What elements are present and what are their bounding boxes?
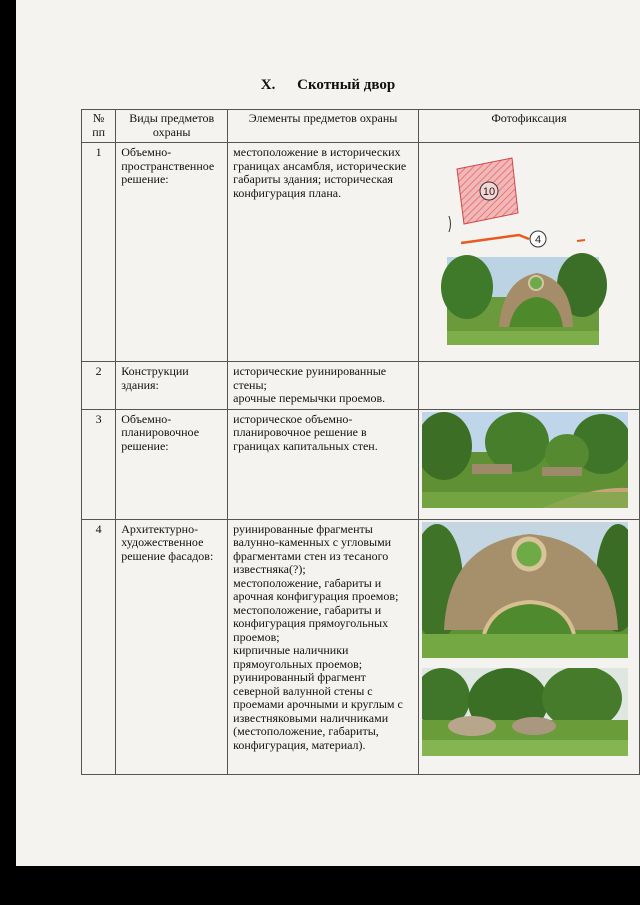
header-elements: Элементы предметов охраны	[228, 110, 419, 143]
section-name: Скотный двор	[297, 77, 396, 93]
header-photo: Фотофиксация	[418, 110, 639, 143]
ruin-photo-3	[422, 522, 628, 658]
section-title	[16, 77, 640, 94]
row-photo	[418, 519, 639, 774]
row-kind: Конструкции здания:	[116, 362, 228, 410]
row-num: 2	[82, 362, 116, 410]
table-header-row	[82, 110, 640, 143]
ruin-photo-4	[422, 668, 628, 756]
header-kind: Виды предметов охраны	[116, 110, 228, 143]
section-number: X.	[260, 77, 276, 93]
document-page	[16, 0, 640, 866]
row-elements: историческое объемно-планировочное решение в границах капитальных стен.	[228, 409, 419, 519]
table-row	[82, 362, 640, 410]
row-num: 1	[82, 143, 116, 362]
road-line-icon	[461, 235, 529, 243]
row-kind: Архитектурно-художественное решение фасадов:	[116, 519, 228, 774]
row-photo	[418, 143, 639, 362]
row-kind: Объемно-пространственное решение:	[116, 143, 228, 362]
row-elements: руинированные фрагменты валунно-каменных с угловыми фрагментами стен из тесаного известняка(?); местоположение, габариты и арочная конфигурация проемов; местоположение, габариты и конфигурация прямоугольных проемов; кирпичные наличники прямоугольных проемов; руинированный фрагмент северной валунной стены с проемами арочными и круглым с известняковыми наличниками (местоположение, габариты, конфигурация, материал).	[228, 519, 419, 774]
header-num: № пп	[82, 110, 116, 143]
plan-label-10: 10	[482, 186, 496, 198]
table-row	[82, 409, 640, 519]
protection-table	[81, 109, 640, 775]
ruin-photo-1	[441, 253, 607, 345]
row-photo	[418, 409, 639, 519]
row-elements: местоположение в исторических границах ансамбля, исторические габариты здания; историческая конфигурация плана.	[228, 143, 419, 362]
row-num: 4	[82, 519, 116, 774]
table-row	[82, 519, 640, 774]
row-num: 3	[82, 409, 116, 519]
scan-bottom-border	[0, 866, 640, 905]
scan-left-border	[0, 0, 16, 905]
row-photo	[418, 362, 639, 410]
site-plan-fragment	[419, 143, 639, 361]
table-row	[82, 143, 640, 362]
row-kind: Объемно-планировочное решение:	[116, 409, 228, 519]
row-elements: исторические руинированные стены; арочные перемычки проемов.	[228, 362, 419, 410]
plan-label-4: 4	[534, 234, 542, 246]
ruin-photo-2	[422, 412, 628, 508]
